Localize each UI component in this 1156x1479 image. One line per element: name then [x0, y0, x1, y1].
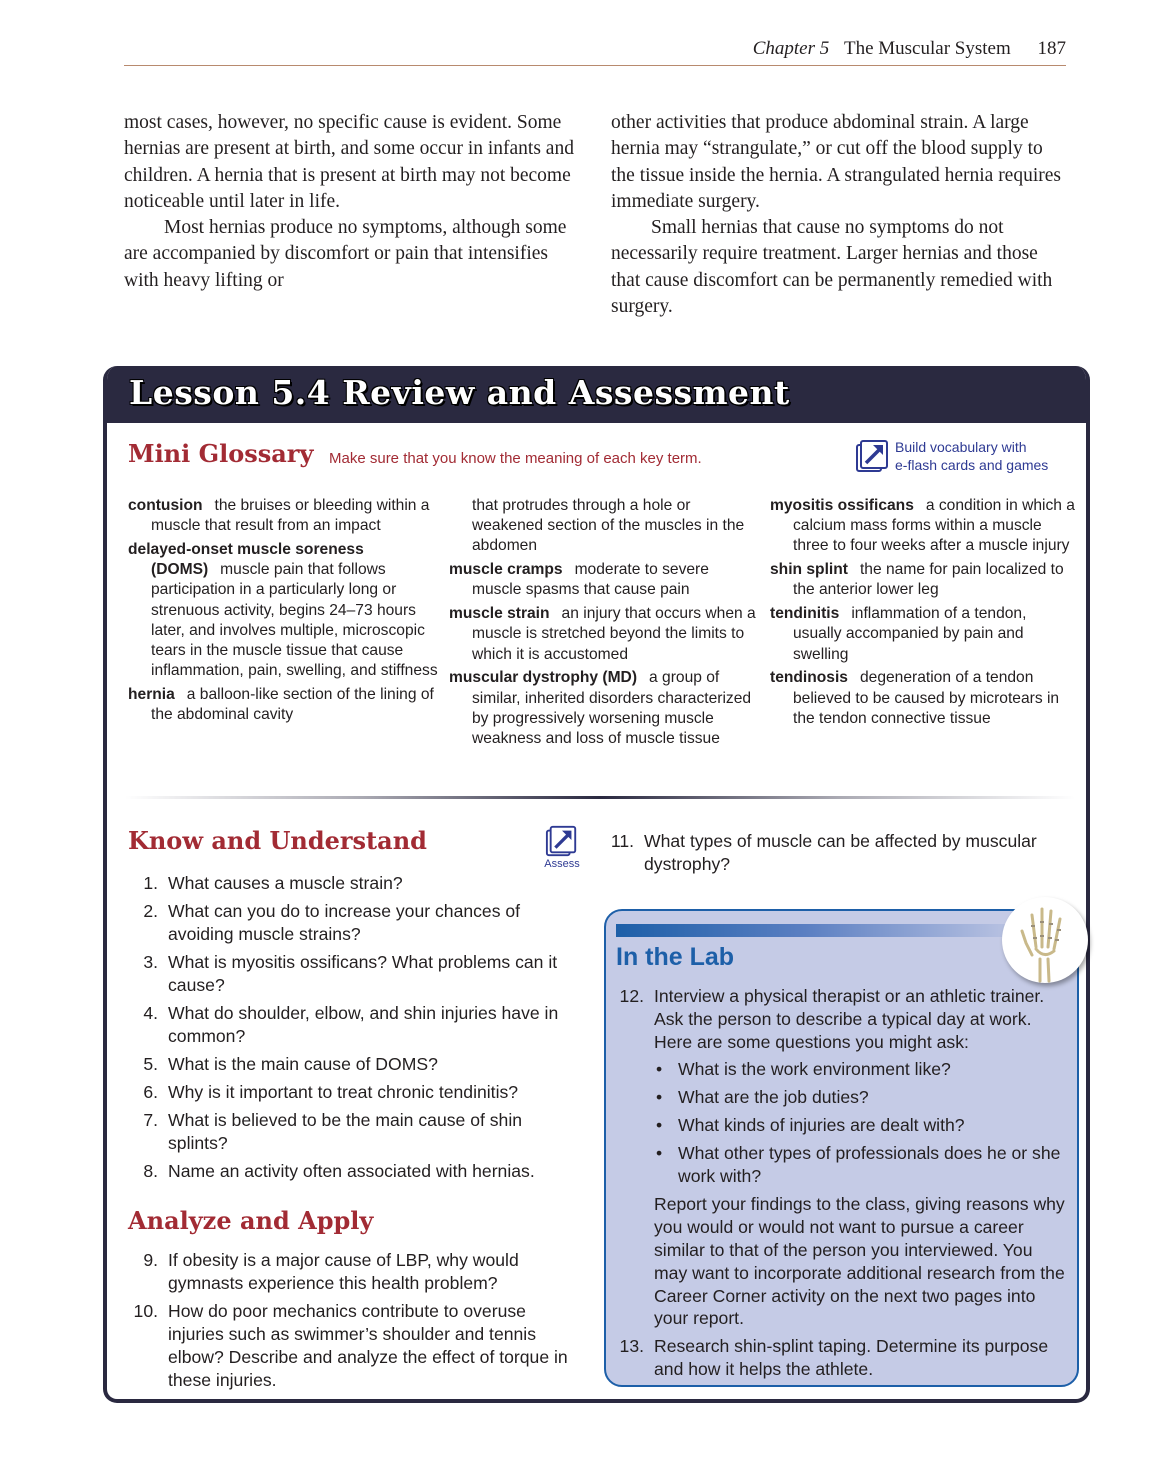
question-item: 13. Research shin-splint taping. Determine its purpose and how it helps the athlete. — [619, 1336, 1049, 1379]
lab-questions — [606, 985, 1068, 1386]
glossary-entry — [449, 668, 759, 749]
question-item: 2. What can you do to increase your chances of avoiding muscle strains? — [143, 901, 521, 944]
interview-questions-list — [654, 1058, 1068, 1187]
glossary-definition: muscle pain that follows participation in a particularly long or strenuous activity, begins 24–73 hours later, and involves multiple, microscopic tears in the muscle tissue that cause inflammation, pain, swelling, and stiffness — [151, 561, 438, 680]
glossary-term: muscle cramps — [449, 561, 563, 579]
vocabulary-link[interactable] — [855, 438, 1075, 476]
glossary-term: shin splint — [770, 561, 848, 579]
question-item: 1. What causes a muscle strain? — [143, 873, 403, 893]
glossary-definition: a condition in which a calcium mass forms within a muscle three to four weeks after a muscle injury — [793, 497, 1075, 555]
question-item: 5. What is the main cause of DOMS? — [143, 1054, 438, 1074]
lab-followup-paragraph: Report your findings to the class, giving reasons why you would or would not want to pursue a career similar to that of the person you interviewed. You may want to incorporate additional research from the Career Corner activity on the next two pages into your report. — [654, 1194, 1065, 1329]
analyze-apply-questions-continued — [604, 830, 1044, 881]
question-item: 4. What do shoulder, elbow, and shin injuries have in common? — [143, 1003, 559, 1046]
glossary-entry — [770, 604, 1075, 665]
in-the-lab-heading: In the Lab — [616, 943, 735, 971]
glossary-term: tendinosis — [770, 669, 848, 687]
glossary-term: hernia — [128, 686, 175, 704]
page-number: 187 — [1037, 38, 1066, 59]
bullet-item: • What other types of professionals does he or she work with? — [656, 1142, 1061, 1186]
question-item: 11. What types of muscle can be affected by muscular dystrophy? — [610, 831, 1037, 874]
running-header — [124, 38, 1066, 66]
body-paragraph: Small hernias that cause no symptoms do not necessarily require treatment. Larger hernias and those that cause discomfort can be permanently remedied with surgery. — [611, 217, 1053, 318]
know-understand-heading: Know and Understand — [128, 826, 427, 855]
hand-skeleton-icon — [1002, 897, 1088, 983]
glossary-entry — [449, 560, 759, 600]
analyze-apply-questions — [128, 1249, 578, 1397]
glossary-definition: the bruises or bleeding within a muscle that result from an impact — [151, 497, 430, 535]
glossary-column-1 — [128, 496, 438, 729]
chapter-title: The Muscular System — [843, 38, 1011, 59]
glossary-entry — [770, 560, 1075, 600]
glossary-definition: an injury that occurs when a muscle is stretched beyond the limits to which it is accustomed — [472, 605, 756, 663]
glossary-column-3 — [770, 496, 1075, 733]
vocabulary-link-text: Build vocabulary with e-flash cards and games — [895, 439, 1049, 473]
assess-link[interactable] — [541, 824, 583, 872]
glossary-definition: inflammation of a tendon, usually accompanied by pain and swelling — [793, 605, 1027, 663]
bullet-item: • What kinds of injuries are dealt with? — [656, 1114, 965, 1135]
bullet-item: • What is the work environment like? — [656, 1059, 951, 1080]
section-divider — [125, 796, 1075, 799]
question-item: 3. What is myositis ossificans? What problems can it cause? — [143, 952, 558, 995]
assessment-header — [107, 366, 1086, 423]
glossary-entry — [770, 668, 1075, 729]
external-link-icon — [855, 438, 891, 474]
glossary-entry — [128, 685, 438, 725]
question-item: 6. Why is it important to treat chronic tendinitis? — [143, 1082, 519, 1102]
glossary-entry — [770, 496, 1075, 557]
glossary-definition: a group of similar, inherited disorders characterized by progressively worsening muscle weakness and loss of muscle tissue — [472, 669, 752, 748]
review-assessment-box — [103, 366, 1090, 1403]
assess-label: Assess — [544, 858, 580, 870]
glossary-term: muscle strain — [449, 605, 550, 623]
external-link-icon — [545, 824, 579, 858]
question-item: 10. How do poor mechanics contribute to overuse injuries such as swimmer’s shoulder and tennis elbow? Describe and analyze the effect of torque in these injuries. — [133, 1301, 568, 1390]
mini-glossary-heading: Mini Glossary — [128, 439, 314, 468]
glossary-entry — [449, 604, 759, 665]
glossary-definition: that protrudes through a hole or weakened section of the muscles in the abdomen — [472, 497, 745, 555]
glossary-term: tendinitis — [770, 605, 840, 623]
question-item: 7. What is believed to be the main cause of shin splints? — [143, 1110, 523, 1153]
lesson-title: Lesson 5.4 Review and Assessment — [129, 373, 790, 412]
body-paragraph: most cases, however, no specific cause is evident. Some hernias are present at birth, and some occur in infants and children. A hernia that is present at birth may not become noticeable until later in life. — [124, 112, 574, 212]
glossary-definition: degeneration of a tendon believed to be caused by microtears in the tendon connective tissue — [793, 669, 1060, 727]
glossary-definition: a balloon-like section of the lining of the abdominal cavity — [151, 686, 434, 724]
question-item: 8. Name an activity often associated with hernias. — [143, 1161, 535, 1181]
glossary-column-2 — [449, 496, 759, 753]
body-column-right — [611, 110, 1071, 320]
body-column-left — [124, 110, 584, 294]
hand-skeleton-image — [1002, 897, 1088, 983]
glossary-entry — [128, 496, 438, 536]
question-item: 9. If obesity is a major cause of LBP, why would gymnasts experience this health problem? — [143, 1250, 519, 1293]
glossary-entry — [128, 540, 438, 681]
know-understand-questions — [128, 872, 578, 1188]
lab-gradient-bar — [616, 924, 1036, 937]
glossary-term: delayed-onset muscle soreness (DOMS) — [128, 541, 364, 579]
glossary-instructions: Make sure that you know the meaning of each key term. — [329, 450, 702, 467]
body-paragraph: other activities that produce abdominal strain. A large hernia may “strangulate,” or cut off the blood supply to the tissue inside the hernia. A strangulated hernia requires immediate surgery. — [611, 112, 1061, 212]
glossary-term: muscular dystrophy (MD) — [449, 669, 638, 687]
in-the-lab-box — [604, 909, 1079, 1387]
glossary-term: contusion — [128, 497, 203, 514]
glossary-entry-continuation — [449, 496, 759, 557]
glossary-term: myositis ossificans — [770, 497, 914, 514]
question-item: 12. Interview a physical therapist or an athletic trainer. Ask the person to describe a typical day at work. Here are some questions you might ask: — [619, 986, 1045, 1052]
bullet-item: • What are the job duties? — [656, 1087, 869, 1108]
body-paragraph: Most hernias produce no symptoms, although some are accompanied by discomfort or pain that intensifies with heavy lifting or — [124, 217, 567, 291]
glossary-definition: the name for pain localized to the anterior lower leg — [793, 561, 1064, 599]
glossary-definition: moderate to severe muscle spasms that cause pain — [472, 561, 709, 599]
analyze-apply-heading: Analyze and Apply — [128, 1206, 374, 1235]
chapter-label: Chapter 5 — [752, 38, 830, 59]
